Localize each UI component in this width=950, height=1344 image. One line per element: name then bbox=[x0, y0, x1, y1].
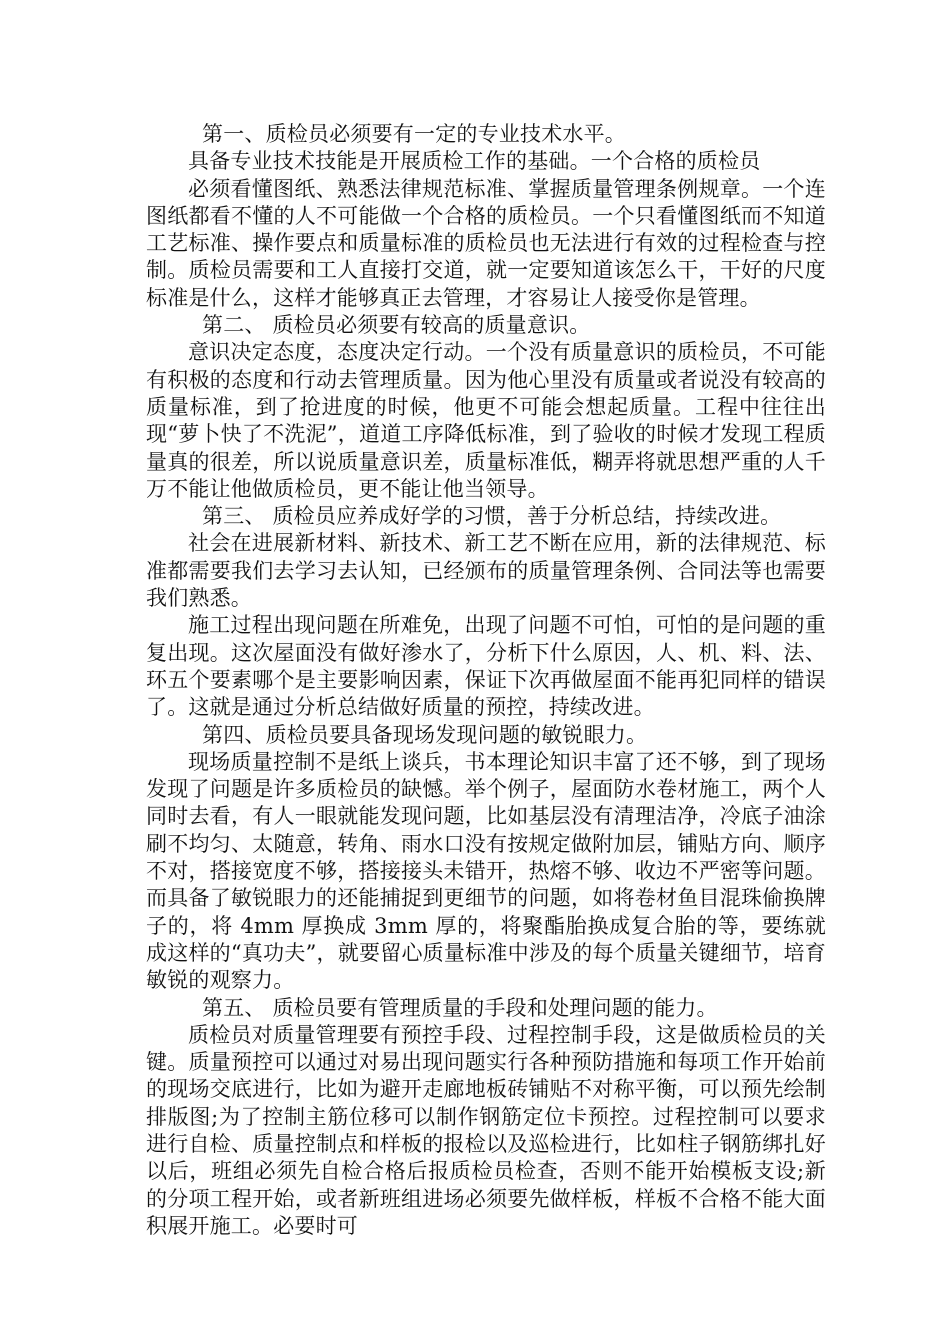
body-paragraph: 质检员对质量管理要有预控手段、过程控制手段，这是做质检员的关键。质量预控可以通过对易出现问题实行各种预防措施和每项工作开始前的现场交底进行，比如为避开走廊地板砖铺贴不对称平衡，可以预先绘制排版图;为了控制主筋位移可以制作钢筋定位卡预控。过程控制可以要求进行自检、质量控制点和样板的报检以及巡检进行，比如柱子钢筋绑扎好以后，班组必须先自检合格后报质检员检查，否则不能开始模板支设;新的分项工程开始，或者新班组进场必须要先做样板，样板不合格不能大面积展开施工。必要时可 bbox=[146, 1022, 826, 1238]
section-heading-3: 第三、 质检员应养成好学的习惯，善于分析总结，持续改进。 bbox=[202, 504, 782, 529]
body-paragraph: 必须看懂图纸、熟悉法律规范标准、掌握质量管理条例规章。一个连图纸都看不懂的人不可能做一个合格的质检员。一个只看懂图纸而不知道工艺标准、操作要点和质量标准的质检员也无法进行有效的过程检查与控制。质检员需要和工人直接打交道，就一定要知道该怎么干，干好的尺度标准是什么，这样才能够真正去管理，才容易让人接受你是管理。 bbox=[146, 176, 826, 310]
section-heading-2: 第二、 质检员必须要有较高的质量意识。 bbox=[202, 313, 591, 338]
section-heading-5: 第五、 质检员要有管理质量的手段和处理问题的能力。 bbox=[202, 995, 718, 1020]
body-paragraph: 社会在进展新材料、新技术、新工艺不断在应用，新的法律规范、标准都需要我们去学习去认知，已经颁布的质量管理条例、合同法等也需要我们熟悉。 bbox=[146, 531, 826, 611]
body-paragraph: 意识决定态度，态度决定行动。一个没有质量意识的质检员，不可能有积极的态度和行动去管理质量。因为他心里没有质量或者说没有较高的质量标准，到了抢进度的时候，他更不可能会想起质量。工程中往往出现“萝卜快了不洗泥”，道道工序降低标准，到了验收的时候才发现工程质量真的很差，所以说质量意识差，质量标准低，糊弄将就思想严重的人千万不能让他做质检员，更不能让他当领导。 bbox=[146, 340, 826, 501]
section-heading-1: 第一、质检员必须要有一定的专业技术水平。 bbox=[202, 122, 626, 146]
document-page bbox=[146, 121, 826, 1240]
body-paragraph: 具备专业技术技能是开展质检工作的基础。一个合格的质检员 bbox=[188, 149, 761, 174]
body-paragraph: 现场质量控制不是纸上谈兵，书本理论知识丰富了还不够，到了现场发现了问题是许多质检员的缺憾。举个例子，屋面防水卷材施工，两个人同时去看，有人一眼就能发现问题，比如基层没有清理洁净，冷底子油涂刷不均匀、太随意，转角、雨水口没有按规定做附加层，铺贴方向、顺序不对，搭接宽度不够，搭接接头未错开，热熔不够、收边不严密等问题。而具备了敏锐眼力的还能捕捉到更细节的问题，如将卷材鱼目混珠偷换牌子的，将 4mm 厚换成 3mm 厚的，将聚酯胎换成复合胎的等，要练就成这样的“真功夫”，就要留心质量标准中涉及的每个质量关键细节，培育敏锐的观察力。 bbox=[146, 749, 826, 993]
section-heading-4: 第四、质检员要具备现场发现问题的敏锐眼力。 bbox=[202, 722, 648, 747]
body-paragraph: 施工过程出现问题在所难免，出现了问题不可怕，可怕的是问题的重复出现。这次屋面没有做好渗水了，分析下什么原因，人、机、料、法、环五个要素哪个是主要影响因素，保证下次再做屋面不能再犯同样的错误了。这就是通过分析总结做好质量的预控，持续改进。 bbox=[146, 613, 826, 720]
